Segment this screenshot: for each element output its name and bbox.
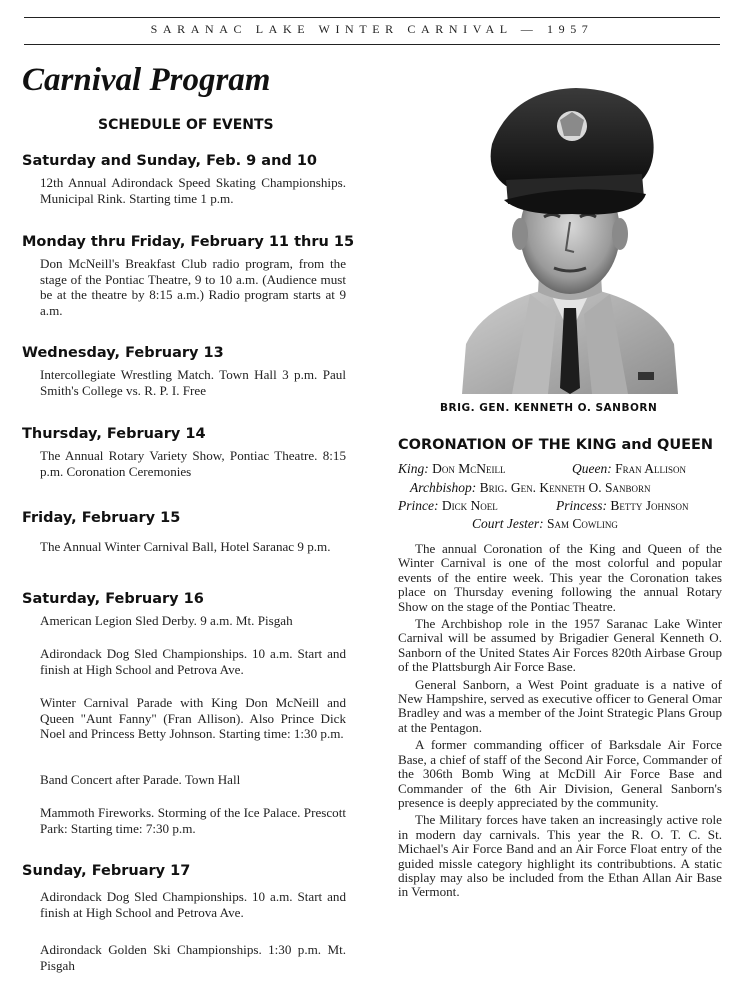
day-heading: Friday, February 15: [22, 510, 181, 526]
jester-label: Court Jester:: [472, 516, 544, 531]
portrait-illustration: [452, 82, 688, 394]
article-paragraph: The Archbishop role in the 1957 Saranac Lake Winter Carnival will be assumed by Brigadier General Kenneth O. Sanborn of the United States Air Forces 820th Airbase Group of the Plattsburgh Air Force Base.: [398, 616, 722, 675]
event-item: 12th Annual Adirondack Speed Skating Championships. Municipal Rink. Starting time 1 p.m.: [40, 175, 346, 206]
cast-jester: [472, 516, 618, 532]
day-heading: Wednesday, February 13: [22, 345, 224, 361]
article-paragraph: A former commanding officer of Barksdale Air Force Base, a chief of staff of the Second Air Force, Commander of the 306th Bomb Wing at McDill Air Force Base and Commander of the 6th Air Division, General Sanborn's presence is deeply appreciated by the community.: [398, 737, 722, 810]
cast-king: [398, 461, 506, 477]
portrait-photo: [452, 82, 688, 394]
princess-name: Betty Johnson: [610, 498, 689, 513]
event-item: Winter Carnival Parade with King Don McNeill and Queen "Aunt Fanny" (Fran Allison). Also Prince Dick Noel and Princess Betty Johnson. Starting time: 1:30 p.m.: [40, 695, 346, 741]
day-heading: Sunday, February 17: [22, 863, 191, 879]
day-heading: Thursday, February 14: [22, 426, 206, 442]
event-item: The Annual Rotary Variety Show, Pontiac Theatre. 8:15 p.m. Coronation Ceremonies: [40, 448, 346, 479]
photo-caption: BRIG. GEN. KENNETH O. SANBORN: [440, 402, 658, 414]
event-item: American Legion Sled Derby. 9 a.m. Mt. Pisgah: [40, 613, 293, 628]
coronation-article: [398, 542, 722, 903]
cast-archbishop: [410, 480, 651, 496]
queen-name: Fran Allison: [615, 461, 686, 476]
archbishop-name: Brig. Gen. Kenneth O. Sanborn: [479, 480, 651, 495]
day-heading: Saturday, February 16: [22, 591, 204, 607]
event-item: Adirondack Dog Sled Championships. 10 a.m. Start and finish at High School and Petrova Ave.: [40, 889, 346, 920]
cast-prince: [398, 498, 498, 514]
event-item: Band Concert after Parade. Town Hall: [40, 772, 241, 787]
day-heading: Saturday and Sunday, Feb. 9 and 10: [22, 153, 318, 169]
queen-label: Queen:: [572, 461, 612, 476]
event-item: Mammoth Fireworks. Storming of the Ice Palace. Prescott Park: Starting time: 7:30 p.m.: [40, 805, 346, 836]
prince-name: Dick Noel: [441, 498, 498, 513]
event-item: Adirondack Golden Ski Championships. 1:30 p.m. Mt. Pisgah: [40, 942, 346, 973]
jester-name: Sam Cowling: [547, 516, 618, 531]
king-name: Don McNeill: [432, 461, 506, 476]
article-paragraph: The Military forces have taken an increasingly active role in modern day carnivals. This year the R. O. T. C. St. Michael's Air Force Band and an Air Force Float entry of the guided missle category highlight its contribubtions. A static display may also be included from the Ethan Allan Air Base in Vermont.: [398, 812, 722, 900]
page-title: Carnival Program: [22, 62, 271, 98]
coronation-heading: CORONATION OF THE KING and QUEEN: [398, 437, 714, 453]
event-item: Intercollegiate Wrestling Match. Town Hall 3 p.m. Paul Smith's College vs. R. P. I. Free: [40, 367, 346, 398]
archbishop-label: Archbishop:: [410, 480, 477, 495]
day-heading: Monday thru Friday, February 11 thru 15: [22, 234, 355, 250]
article-paragraph: The annual Coronation of the King and Queen of the Winter Carnival is one of the most colorful and popular events of the entire week. This year the Coronation takes place on Thursday evening following the annual Rotary Show on the stage of the Pontiac Theatre.: [398, 541, 722, 614]
cast-princess: [556, 498, 689, 514]
event-item: Adirondack Dog Sled Championships. 10 a.m. Start and finish at High School and Petrova Ave.: [40, 646, 346, 677]
princess-label: Princess:: [556, 498, 607, 513]
article-paragraph: General Sanborn, a West Point graduate is a native of New Hampshire, served as executive officer to General Omar Bradley and was a member of the Joint Strategic Plans Group at the Pentagon.: [398, 676, 722, 735]
top-rule: [24, 17, 720, 18]
header-rule: [24, 44, 720, 45]
schedule-subtitle: SCHEDULE OF EVENTS: [98, 117, 274, 133]
king-label: King:: [398, 461, 429, 476]
event-item: Don McNeill's Breakfast Club radio program, from the stage of the Pontiac Theatre, 9 to 10 a.m. (Audience must be at the theatre by 8:15 a.m.) Radio program starts at 9 a.m.: [40, 256, 346, 318]
prince-label: Prince:: [398, 498, 439, 513]
event-item: The Annual Winter Carnival Ball, Hotel Saranac 9 p.m.: [40, 539, 331, 554]
running-head: SARANAC LAKE WINTER CARNIVAL — 1957: [150, 22, 594, 36]
cast-queen: [572, 461, 686, 477]
